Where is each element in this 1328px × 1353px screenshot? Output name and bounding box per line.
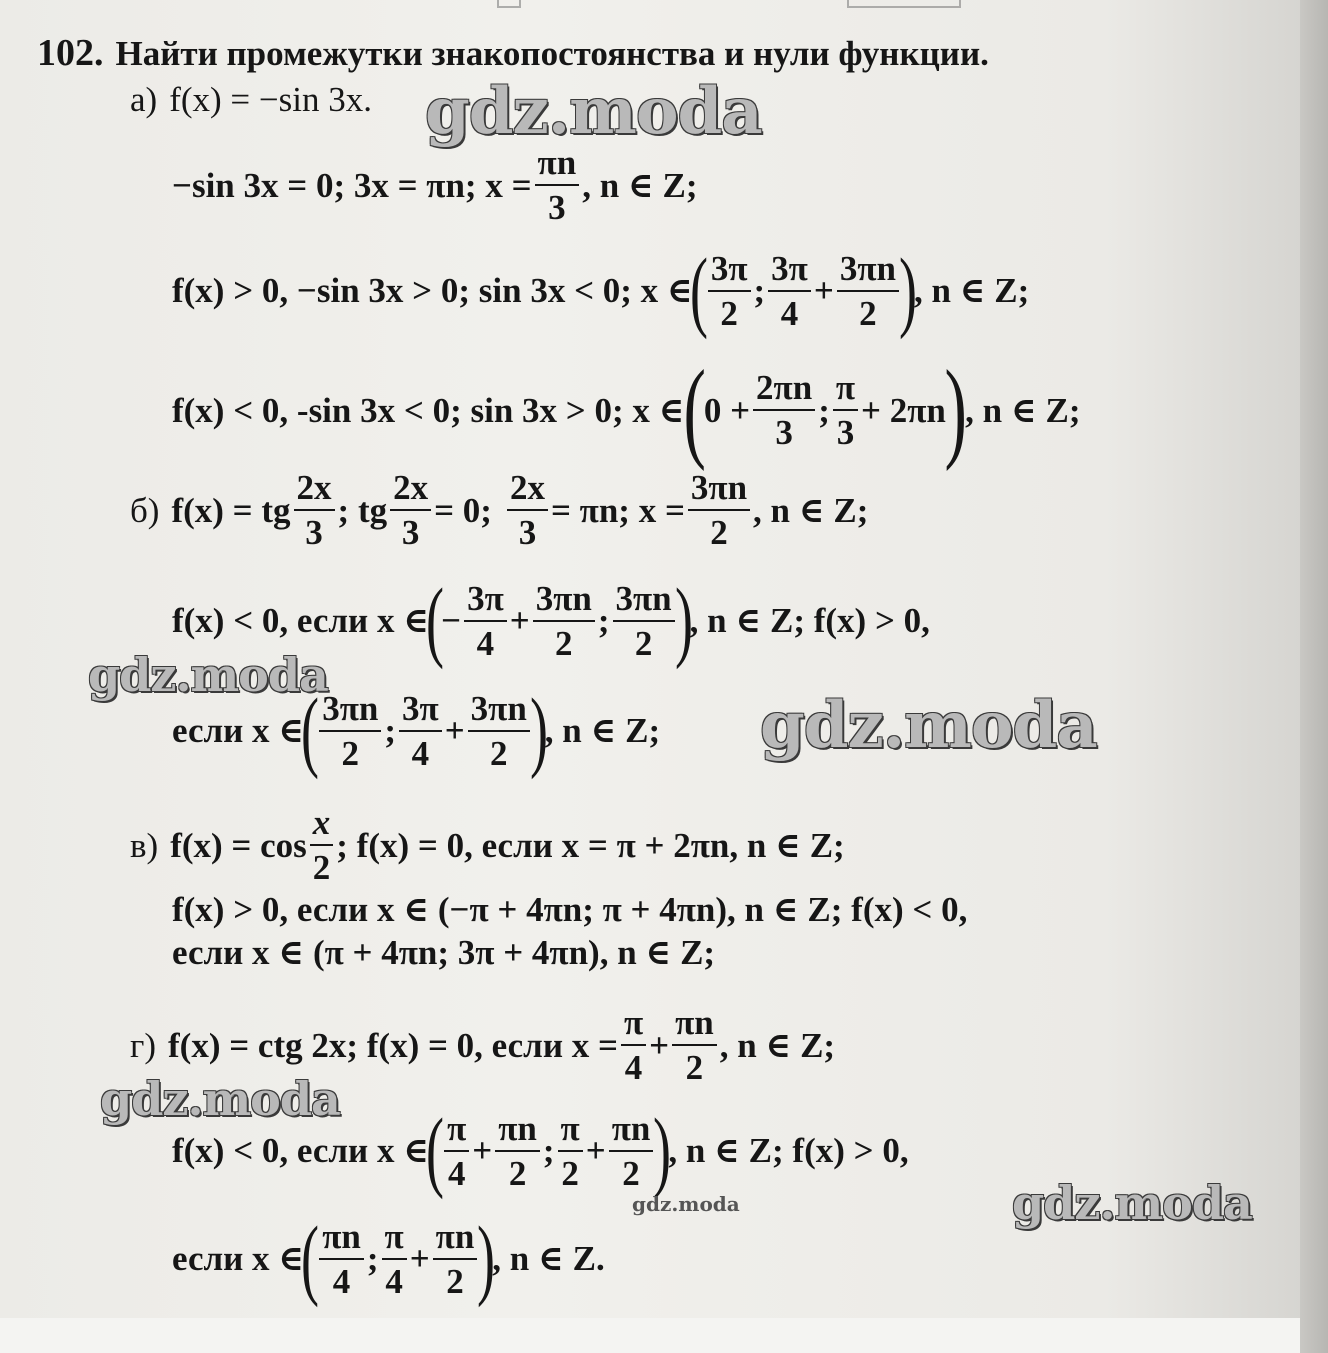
fraction xyxy=(382,1216,407,1301)
numerator: πn xyxy=(535,145,580,186)
tg-equals: = 0; xyxy=(434,490,492,530)
positive-suffix: , n ∈ Z; xyxy=(913,271,1030,310)
cropped-bracket-mark xyxy=(497,0,521,8)
numerator: πn xyxy=(609,1111,654,1152)
negative-suffix: , n ∈ Z; xyxy=(965,390,1081,430)
problem-statement: Найти промежутки знакопостоянства и нули функции. xyxy=(115,33,989,73)
denominator: 4 xyxy=(447,1153,466,1193)
problem-number: 102. xyxy=(37,32,104,74)
negative-text: f(x) < 0, если x ∈ xyxy=(172,1131,430,1170)
part-a-positive xyxy=(172,241,1030,340)
negative-suffix: , n ∈ Z; f(x) > 0, xyxy=(689,601,930,640)
right-paren: ) xyxy=(944,348,967,472)
part-a-label: а) xyxy=(130,80,158,119)
zeros-text: −sin 3x = 0; 3x = πn; x = xyxy=(172,165,532,205)
zeros-suffix: , n ∈ Z; xyxy=(719,1025,836,1065)
part-b-positive xyxy=(172,681,661,780)
denominator: 2 xyxy=(720,293,738,333)
denominator: 3 xyxy=(401,513,420,552)
negative-suffix: , n ∈ Z; f(x) > 0, xyxy=(668,1131,909,1170)
numerator: 2x xyxy=(507,470,548,511)
numerator: π xyxy=(621,1005,646,1046)
fraction xyxy=(768,248,811,333)
denominator: 2 xyxy=(685,1048,704,1087)
tg-text: ; tg xyxy=(337,490,388,530)
zeros-suffix: , n ∈ Z; xyxy=(582,165,698,205)
minus-sign: − xyxy=(441,601,462,640)
fraction xyxy=(688,470,750,550)
numerator: 3πn xyxy=(468,691,530,732)
fraction xyxy=(310,805,334,885)
watermark-logo: gdz.moda xyxy=(88,648,328,702)
separator: ; xyxy=(753,271,766,310)
denominator: 4 xyxy=(411,733,430,773)
left-paren: ( xyxy=(683,348,706,472)
numerator: 3πn xyxy=(613,581,675,622)
equation-middle: = πn; x = xyxy=(550,490,685,530)
numerator: πn xyxy=(433,1219,478,1260)
numerator: 3πn xyxy=(533,581,595,622)
denominator: 2 xyxy=(561,1153,579,1193)
separator: ; xyxy=(597,601,610,640)
function-text: f(x) = cos xyxy=(170,825,307,865)
page-edge-shadow xyxy=(1300,0,1328,1353)
right-paren: ) xyxy=(674,571,693,670)
part-b-label: б) xyxy=(130,490,160,530)
right-paren: ) xyxy=(529,681,548,780)
numerator: π xyxy=(833,370,858,411)
left-paren: ( xyxy=(689,241,708,340)
negative-text: если x ∈ (π + 4πn; 3π + 4πn), n ∈ Z; xyxy=(172,933,716,972)
plus-sign: + xyxy=(649,1025,670,1065)
numerator: 3π xyxy=(768,251,811,292)
denominator: 3 xyxy=(836,413,855,453)
positive-suffix: , n ∈ Z; xyxy=(544,711,661,750)
denominator: 3 xyxy=(548,188,566,227)
negative-text: f(x) < 0, если x ∈ xyxy=(172,601,430,640)
numerator: 2x xyxy=(390,470,431,511)
denominator: 2 xyxy=(622,1153,640,1193)
positive-text: если x ∈ xyxy=(172,711,305,750)
plus-sign: + xyxy=(585,1131,606,1170)
fraction xyxy=(319,688,381,773)
right-paren: ) xyxy=(477,1209,496,1308)
positive-text: f(x) > 0, −sin 3x > 0; sin 3x < 0; x ∈ xyxy=(172,271,693,310)
zero-text: ; f(x) = 0, если x = π + 2πn, n ∈ Z; xyxy=(336,825,845,865)
plus-sign: + xyxy=(509,601,530,640)
fraction xyxy=(495,1108,540,1193)
fraction xyxy=(833,368,858,453)
part-v-header xyxy=(130,805,845,885)
fraction xyxy=(433,1216,478,1301)
plus-sign: + xyxy=(472,1131,493,1170)
part-g-positive xyxy=(172,1209,605,1308)
denominator: 4 xyxy=(332,1261,351,1301)
numerator: x xyxy=(310,805,334,846)
numerator: 3π xyxy=(399,691,442,732)
denominator: 2 xyxy=(555,623,573,663)
watermark-logo: gdz.moda xyxy=(760,688,1097,763)
fraction xyxy=(468,688,530,773)
fraction xyxy=(837,248,899,333)
function-text: f(x) = ctg 2x; f(x) = 0, если x = xyxy=(168,1025,618,1065)
fraction xyxy=(533,578,595,663)
function-text: f(x) = tg xyxy=(171,490,291,530)
fraction xyxy=(613,578,675,663)
fraction xyxy=(558,1108,583,1193)
numerator: π xyxy=(444,1111,469,1152)
left-paren: ( xyxy=(426,1101,445,1200)
separator: ; xyxy=(366,1239,379,1278)
fraction xyxy=(672,1005,717,1085)
page-bottom-margin xyxy=(0,1318,1300,1353)
denominator: 3 xyxy=(518,513,537,552)
plus-sign: + xyxy=(813,271,834,310)
fraction xyxy=(444,1108,469,1193)
fraction xyxy=(535,145,580,225)
denominator: 2 xyxy=(859,293,877,333)
numerator: 3πn xyxy=(688,470,750,511)
numerator: 3πn xyxy=(319,691,381,732)
positive-suffix: , n ∈ Z. xyxy=(492,1239,605,1278)
watermark-logo: gdz.moda xyxy=(100,1072,340,1126)
denominator: 2 xyxy=(489,733,508,773)
fraction xyxy=(507,470,548,550)
denominator: 2 xyxy=(341,733,360,773)
part-v-label: в) xyxy=(130,825,159,865)
separator: ; xyxy=(818,390,830,430)
left-paren: ( xyxy=(426,571,445,670)
numerator: πn xyxy=(672,1005,717,1046)
cropped-bracket-mark xyxy=(847,0,961,8)
tail-term: + 2πn xyxy=(861,390,946,430)
fraction xyxy=(319,1216,364,1301)
right-paren: ) xyxy=(898,241,917,340)
watermark-logo: gdz.moda xyxy=(425,74,762,149)
denominator: 2 xyxy=(508,1153,527,1193)
denominator: 2 xyxy=(710,513,728,552)
denominator: 3 xyxy=(305,513,323,552)
lead-term: 0 + xyxy=(703,390,751,430)
numerator: π xyxy=(382,1219,407,1260)
fraction xyxy=(390,470,431,550)
zeros-suffix: , n ∈ Z; xyxy=(753,490,869,530)
left-paren: ( xyxy=(301,681,320,780)
separator: ; xyxy=(542,1131,555,1170)
denominator: 4 xyxy=(624,1048,643,1087)
problem-title xyxy=(37,34,989,72)
fraction xyxy=(708,248,751,333)
denominator: 3 xyxy=(775,413,793,453)
watermark-logo: gdz.moda xyxy=(632,1192,740,1216)
denominator: 2 xyxy=(312,848,331,887)
fraction xyxy=(464,578,507,663)
part-a-function: f(x) = −sin 3x. xyxy=(169,80,372,119)
fraction xyxy=(609,1108,654,1193)
denominator: 4 xyxy=(476,623,495,663)
denominator: 4 xyxy=(780,293,799,333)
negative-text: f(x) < 0, -sin 3x < 0; sin 3x > 0; x ∈ xyxy=(172,390,685,430)
part-a-header xyxy=(130,82,372,117)
plus-sign: + xyxy=(409,1239,430,1278)
part-b-header xyxy=(130,470,868,550)
fraction xyxy=(399,688,442,773)
denominator: 2 xyxy=(446,1261,464,1301)
numerator: 3π xyxy=(708,251,751,292)
numerator: π xyxy=(558,1111,583,1152)
fraction xyxy=(753,368,815,453)
part-v-positive xyxy=(172,892,967,927)
fraction xyxy=(294,470,335,550)
denominator: 2 xyxy=(634,623,653,663)
numerator: 2x xyxy=(294,470,335,511)
numerator: 2πn xyxy=(753,370,815,411)
part-v-negative xyxy=(172,935,715,970)
denominator: 4 xyxy=(385,1261,403,1301)
fraction xyxy=(621,1005,646,1085)
part-a-negative xyxy=(172,348,1081,472)
part-g-label: г) xyxy=(130,1025,157,1065)
numerator: πn xyxy=(495,1111,540,1152)
part-a-zeros xyxy=(172,145,698,225)
left-paren: ( xyxy=(301,1209,320,1308)
positive-text: если x ∈ xyxy=(172,1239,305,1278)
watermark-logo: gdz.moda xyxy=(1012,1176,1252,1230)
positive-text: f(x) > 0, если x ∈ (−π + 4πn; π + 4πn), n ∈ Z; f(x) < 0, xyxy=(172,890,968,929)
numerator: 3π xyxy=(464,581,507,622)
numerator: 3πn xyxy=(837,251,899,292)
numerator: πn xyxy=(319,1219,364,1260)
plus-sign: + xyxy=(444,711,465,750)
separator: ; xyxy=(384,711,396,750)
right-paren: ) xyxy=(653,1101,672,1200)
